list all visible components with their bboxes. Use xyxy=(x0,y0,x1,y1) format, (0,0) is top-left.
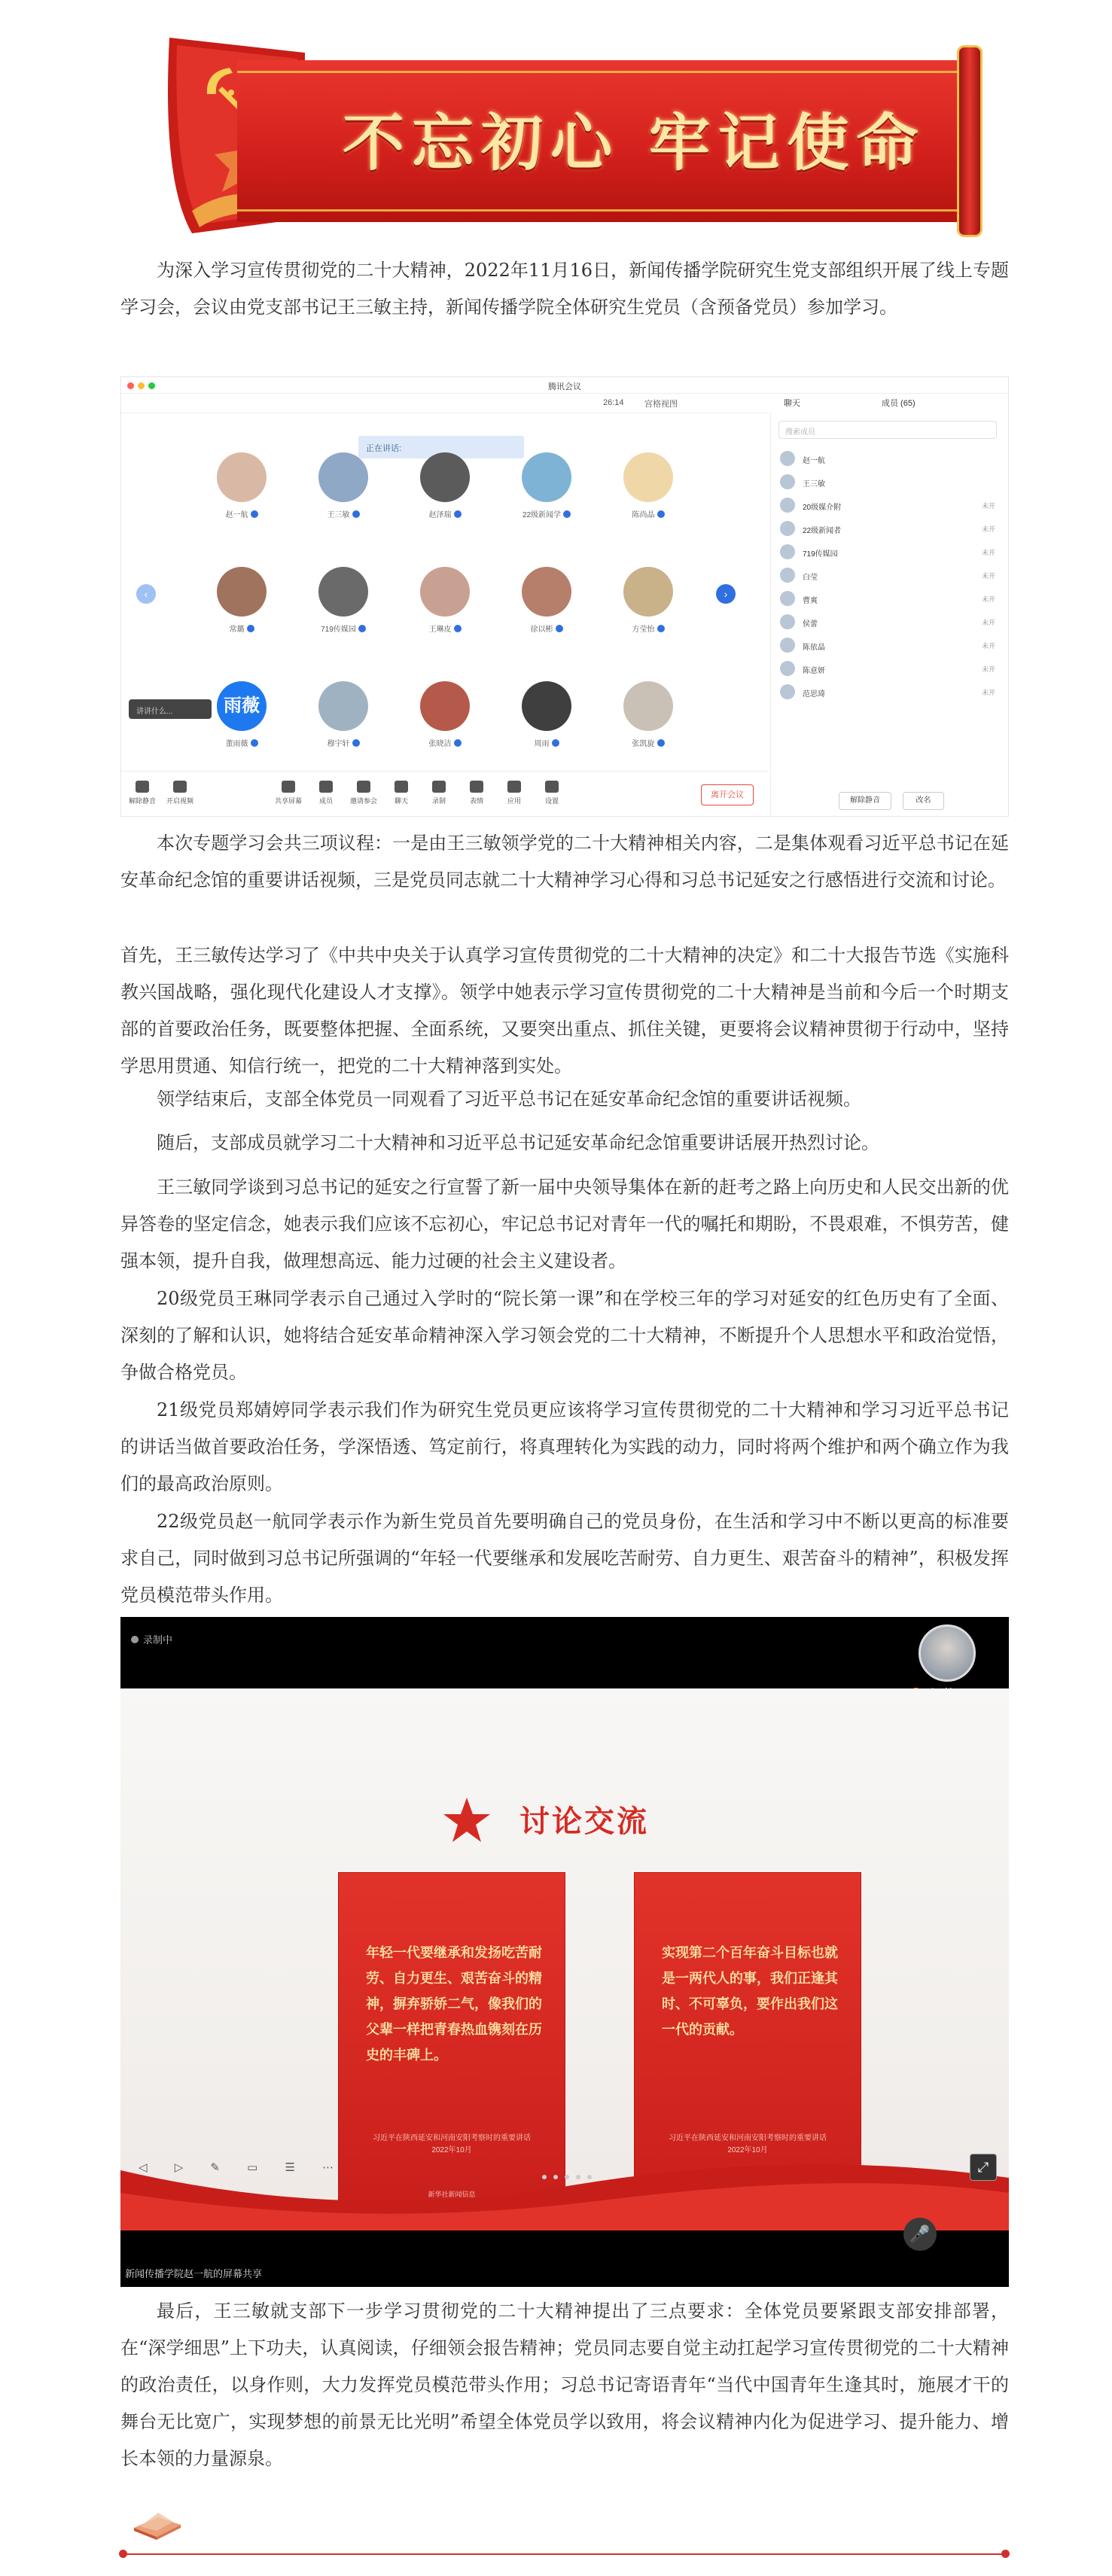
member-avatar xyxy=(780,684,795,699)
participant-tile[interactable] xyxy=(298,452,388,543)
member-search-input[interactable]: 搜索成员 xyxy=(778,421,997,439)
participant-tile[interactable] xyxy=(400,567,490,657)
participant-name-label: 穆宇轩 xyxy=(327,740,350,748)
participant-name-label: 周雨 xyxy=(534,740,550,748)
member-status: 未开 xyxy=(981,525,995,533)
record-icon xyxy=(131,1636,139,1643)
discussion-intro-paragraph: 随后，支部成员就学习二十大精神和习近平总书记延安革命纪念馆重要讲话展开热烈讨论。 xyxy=(157,1132,879,1153)
meeting-toolbar xyxy=(121,771,769,816)
participant-name-label: 陈尚晶 xyxy=(632,511,655,519)
mic-status-icon xyxy=(556,625,563,632)
member-avatar xyxy=(780,474,795,489)
zheng-jingting-paragraph: 21级党员郑婧婷同学表示我们作为研究生党员更应该将学习宣传贯彻党的二十大精神和学习习近平总书记的讲话当做首要政治任务，学深悟透、笃定前行，将真理转化为实践的动力，同时将两个维护和两个确立作为我们的最高政治原则。 xyxy=(120,1399,1009,1494)
toolbar-label: 开启视频 xyxy=(166,797,193,805)
quote-date: 2022年10月 xyxy=(431,2146,472,2154)
mic-status-icon xyxy=(552,739,559,747)
member-name: 侯蕾 xyxy=(803,620,818,629)
toolbar-button[interactable] xyxy=(460,781,493,805)
wang-sanmin-paragraph: 王三敏同学谈到习总书记的延安之行宣誓了新一届中央领导集体在新的赶考之路上向历史和人民交出新的优异答卷的坚定信念，她表示我们应该不忘初心，牢记总书记对青年一代的嘱托和期盼，不畏艰难，不惧劳苦，健强本领，提升自我，做理想高远、能力过硬的社会主义建设者。 xyxy=(120,1177,1009,1271)
toolbar-icon xyxy=(470,781,483,793)
mic-status-icon xyxy=(563,510,571,518)
toolbar-icon xyxy=(432,781,446,793)
toolbar-button[interactable] xyxy=(385,781,418,805)
member-name: 曹爽 xyxy=(803,597,818,605)
toolbar-button[interactable] xyxy=(272,781,305,805)
toolbar-label: 邀请参会 xyxy=(349,797,377,805)
meeting-titlebar xyxy=(121,377,1008,394)
wang-lin-paragraph: 20级党员王琳同学表示自己通过入学时的“院长第一课”和在学校三年的学习对延安的红色历史有了全面、深刻的了解和认识，她将结合延安革命精神深入学习领会党的二十大精神，不断提升个人思想水平和政治觉悟，争做合格党员。 xyxy=(120,1288,1009,1383)
banner-title: 不忘初心 牢记使命 xyxy=(343,107,926,179)
mic-status-icon xyxy=(352,510,360,518)
slide-controls[interactable]: ◁ ▷ ✎ ▭ ☰ ⋯ xyxy=(139,2161,346,2174)
quote-date: 2022年10月 xyxy=(727,2146,768,2154)
mic-status-icon xyxy=(657,739,665,747)
participant-tile[interactable] xyxy=(603,681,693,772)
participant-name xyxy=(298,508,388,519)
member-avatar xyxy=(780,614,795,629)
participant-name-label: 赵一航 xyxy=(225,511,248,519)
member-avatar xyxy=(780,498,795,513)
banner-scroll-rod xyxy=(957,45,983,237)
participant-name xyxy=(603,737,693,748)
participant-avatar xyxy=(318,452,368,502)
participant-name xyxy=(298,623,388,634)
members-tab[interactable]: 成员 (65) xyxy=(882,399,915,408)
participant-tile[interactable] xyxy=(501,567,592,657)
member-status: 未开 xyxy=(981,572,995,580)
meeting-timer: 26:14 xyxy=(603,398,624,407)
slide-red-wave xyxy=(120,2140,1009,2230)
toolbar-label: 成员 xyxy=(318,797,333,805)
participant-name xyxy=(400,508,490,519)
toolbar-icon xyxy=(395,781,408,793)
toolbar-icon xyxy=(545,781,559,793)
screen-share-screenshot xyxy=(120,1617,1009,2287)
participant-tile[interactable] xyxy=(197,452,287,543)
participant-avatar xyxy=(420,567,470,617)
member-list-item[interactable] xyxy=(780,681,998,704)
toolbar-icon xyxy=(507,781,521,793)
toolbar-button[interactable] xyxy=(347,781,380,805)
participant-avatar xyxy=(318,681,368,731)
participant-name-label: 719传媒园 xyxy=(321,626,356,634)
footer-divider xyxy=(123,2553,1006,2555)
participant-name-label: 董雨薇 xyxy=(225,740,248,748)
member-list-item[interactable] xyxy=(780,565,998,587)
participant-name xyxy=(603,508,693,519)
member-name: 陈意妍 xyxy=(803,667,825,675)
toolbar-button[interactable] xyxy=(163,781,197,805)
toolbar-label: 聊天 xyxy=(394,797,408,805)
member-avatar xyxy=(780,591,795,606)
participant-tile[interactable] xyxy=(400,452,490,543)
toolbar-button[interactable] xyxy=(126,781,159,805)
member-list-item[interactable] xyxy=(780,541,998,564)
participant-avatar xyxy=(522,452,571,502)
toolbar-label: 应用 xyxy=(507,797,521,805)
toolbar-icon xyxy=(173,781,187,793)
toolbar-icon xyxy=(319,781,333,793)
mic-status-icon xyxy=(454,625,462,632)
slide-title: 讨论交流 xyxy=(519,1805,649,1838)
unmute-all-button[interactable]: 解除静音 xyxy=(839,792,891,810)
participant-name-label: 赵泽瑞 xyxy=(428,511,452,519)
member-avatar xyxy=(780,568,795,583)
mic-status-icon xyxy=(251,739,258,747)
member-avatar xyxy=(780,638,795,653)
participant-name xyxy=(501,508,592,519)
participant-tile[interactable] xyxy=(400,681,490,772)
member-avatar xyxy=(780,544,795,559)
toolbar-icon xyxy=(357,781,370,793)
member-name: 范思琦 xyxy=(803,690,825,699)
member-status: 未开 xyxy=(981,642,995,650)
chat-tab[interactable]: 聊天 xyxy=(784,399,800,408)
toolbar-icon xyxy=(136,781,149,793)
member-name: 白莹 xyxy=(803,574,818,582)
member-status: 未开 xyxy=(981,502,995,510)
member-avatar xyxy=(780,521,795,536)
prev-page-button[interactable]: ‹ xyxy=(136,584,156,604)
member-list-item[interactable] xyxy=(780,588,998,611)
member-name: 陈依晶 xyxy=(803,644,825,652)
mic-status-icon xyxy=(657,625,665,632)
quote-source-text: 习近平在陕西延安和河南安阳考察时的重要讲话 xyxy=(669,2134,827,2142)
participant-tile[interactable] xyxy=(298,567,388,657)
member-name: 赵一航 xyxy=(803,457,825,465)
member-status: 未开 xyxy=(981,619,995,626)
toolbar-icon xyxy=(282,781,295,793)
participant-name-label: 徐以彬 xyxy=(530,626,553,634)
member-avatar xyxy=(780,661,795,676)
meeting-window-title: 腾讯会议 xyxy=(548,382,581,391)
toolbar-label: 录制 xyxy=(431,797,446,805)
star-icon xyxy=(440,1794,493,1847)
participant-avatar xyxy=(217,567,267,617)
participant-name-label: 方莹怡 xyxy=(632,626,655,634)
participant-name xyxy=(197,623,287,634)
participant-avatar xyxy=(522,567,571,617)
participant-tile[interactable] xyxy=(603,567,693,657)
member-status: 未开 xyxy=(981,595,995,603)
toolbar-button[interactable] xyxy=(422,781,455,805)
participant-name-label: 22级新闻学 xyxy=(522,511,562,519)
member-status: 未开 xyxy=(981,665,995,673)
participant-tile[interactable] xyxy=(501,452,592,543)
participant-name xyxy=(400,737,490,748)
participant-avatar xyxy=(623,567,673,617)
mic-status-icon xyxy=(454,739,462,747)
quote-text: 年轻一代要继承和发扬吃苦耐劳、自力更生、艰苦奋斗的精神，摒弃骄娇二气，像我们的父辈一样把青春热血镌刻在历史的丰碑上。 xyxy=(366,1945,542,2063)
meeting-status-bar xyxy=(121,394,769,413)
member-list-item[interactable] xyxy=(780,471,998,494)
presenter-video-thumbnail[interactable] xyxy=(919,1624,976,1682)
meeting-screenshot xyxy=(120,376,1009,817)
toolbar-label: 设置 xyxy=(544,797,559,805)
toolbar-label: 解除静音 xyxy=(128,797,156,805)
recording-label: 录制中 xyxy=(143,1634,173,1646)
zhao-yihang-paragraph: 22级党员赵一航同学表示作为新生党员首先要明确自己的党员身份，在生活和学习中不断以更高的标准要求自己，同时做到习总书记所强调的“年轻一代要继承和发展吃苦耐劳、自力更生、艰苦奋斗的精神”，积极发挥党员模范带头作用。 xyxy=(120,1511,1009,1606)
member-name: 22级新闻者 xyxy=(803,527,842,535)
fullscreen-icon[interactable]: ⤢ xyxy=(970,2154,997,2181)
next-page-button[interactable]: › xyxy=(716,584,736,604)
conclusion-paragraph: 最后，王三敏就支部下一步学习贯彻党的二十大精神提出了三点要求：全体党员要紧跟支部安排部署，在“深学细思”上下功夫，认真阅读，仔细领会报告精神；党员同志要自觉主动扛起学习宣传贯彻党的二十大精神的政治责任，以身作则，大力发挥党员模范带头作用；习总书记寄语青年“当代中国青年生逢其时，施展才干的舞台无比宽广，实现梦想的前景无比光明”希望全体党员学以致用，将会议精神内化为促进学习、提升能力、增长本领的力量源泉。 xyxy=(120,2300,1009,2469)
mic-status-icon xyxy=(358,625,366,632)
member-name: 719传媒园 xyxy=(803,550,838,559)
toolbar-label: 表情 xyxy=(469,797,483,805)
participant-tile[interactable] xyxy=(197,681,287,772)
footer-dot-right xyxy=(1001,2550,1010,2558)
participant-avatar xyxy=(623,452,673,502)
mic-status-icon xyxy=(454,510,462,518)
member-list-item[interactable] xyxy=(780,495,998,517)
member-list-item[interactable] xyxy=(780,611,998,634)
participant-name-label: 张晓洁 xyxy=(428,740,452,748)
member-list-item[interactable] xyxy=(780,658,998,681)
slide-page-dots[interactable] xyxy=(542,2170,610,2176)
member-name: 王三敏 xyxy=(803,480,825,489)
mic-status-icon xyxy=(657,510,665,518)
publisher-logo: 新华社新闻信息 xyxy=(428,2191,476,2198)
presentation-slide xyxy=(120,1688,1009,2215)
member-name: 20级媒介附 xyxy=(803,504,842,512)
participant-name xyxy=(197,737,287,748)
member-list-item[interactable] xyxy=(780,635,998,657)
participant-name-label: 张凯旋 xyxy=(632,740,655,748)
mic-status-icon xyxy=(247,625,254,632)
rename-button[interactable]: 改名 xyxy=(903,792,944,810)
participant-name-label: 王三敏 xyxy=(327,511,350,519)
participant-avatar xyxy=(217,452,267,502)
participant-name xyxy=(501,623,592,634)
leave-meeting-button[interactable]: 离开会议 xyxy=(701,784,754,805)
participant-name-label: 王琳皮 xyxy=(428,626,452,634)
toolbar-label: 共享屏幕 xyxy=(274,797,302,805)
video-grid xyxy=(197,452,739,776)
participant-tile[interactable] xyxy=(298,681,388,772)
participant-name xyxy=(603,623,693,634)
participant-avatar xyxy=(420,681,470,731)
participant-avatar xyxy=(420,452,470,502)
toolbar-button[interactable] xyxy=(498,781,531,805)
participant-tile[interactable] xyxy=(603,452,693,543)
toolbar-button[interactable] xyxy=(309,781,343,805)
speaking-indicator: 正在讲话: xyxy=(358,436,524,458)
mic-status-icon xyxy=(251,510,258,518)
member-list-item[interactable] xyxy=(780,448,998,470)
quote-source-text: 习近平在陕西延安和河南安阳考察时的重要讲话 xyxy=(373,2134,531,2142)
participant-avatar xyxy=(318,567,368,617)
chat-float-input[interactable]: 讲讲什么... xyxy=(129,699,212,719)
participant-name xyxy=(197,508,287,519)
participant-tile[interactable] xyxy=(197,567,287,657)
screen-share-label: 新闻传播学院赵一航的屏幕共享 xyxy=(125,2268,263,2279)
study-paragraph: 首先，王三敏传达学习了《中共中央关于认真学习宣传贯彻党的二十大精神的决定》和二十大报告节选《实施科教兴国战略，强化现代化建设人才支撑》。领学中她表示学习宣传贯彻党的二十大精神是当前和今后一个时期支部的首要政治任务，既要整体把握、全面系统，又要突出重点、抓住关键，更要将会议精神贯彻于行动中，坚持学思用贯通、知信行统一，把党的二十大精神落到实处。 xyxy=(120,945,1009,1076)
toolbar-button[interactable] xyxy=(535,781,568,805)
members-panel xyxy=(770,412,1010,818)
header-banner xyxy=(147,23,983,241)
participant-tile[interactable] xyxy=(501,681,592,772)
intro-paragraph: 为深入学习宣传贯彻党的二十大精神，2022年11月16日，新闻传播学院研究生党支部组织开展了线上专题学习会，会议由党支部书记王三敏主持，新闻传播学院全体研究生党员（含预备党员）参加学习。 xyxy=(120,260,1009,318)
recording-indicator xyxy=(131,1632,172,1646)
member-status: 未开 xyxy=(981,549,995,556)
participant-name xyxy=(501,737,592,748)
participant-name-label: 常璐 xyxy=(229,626,245,634)
participant-name xyxy=(298,737,388,748)
participant-avatar xyxy=(522,681,571,731)
member-list-item[interactable] xyxy=(780,518,998,540)
mic-status-icon xyxy=(352,739,360,747)
participant-name xyxy=(400,623,490,634)
view-mode-button[interactable]: 宫格视图 xyxy=(644,400,678,409)
video-paragraph: 领学结束后，支部全体党员一同观看了习近平总书记在延安革命纪念馆的重要讲话视频。 xyxy=(157,1089,861,1110)
participant-avatar xyxy=(623,681,673,731)
participant-avatar: 雨薇 xyxy=(217,681,267,731)
member-status: 未开 xyxy=(981,689,995,696)
quote-text: 实现第二个百年奋斗目标也就是一两代人的事，我们正逢其时、不可辜负，要作出我们这一代的贡献。 xyxy=(662,1945,838,2038)
agenda-paragraph: 本次专题学习会共三项议程：一是由王三敏领学党的二十大精神相关内容，二是集体观看习近平总书记在延安革命纪念馆的重要讲话视频，三是党员同志就二十大精神学习心得和习总书记延安之行感悟进行交流和讨论。 xyxy=(120,833,1009,891)
microphone-icon[interactable]: 🎤 xyxy=(903,2218,937,2251)
book-icon xyxy=(131,2505,184,2541)
member-avatar xyxy=(780,451,795,466)
